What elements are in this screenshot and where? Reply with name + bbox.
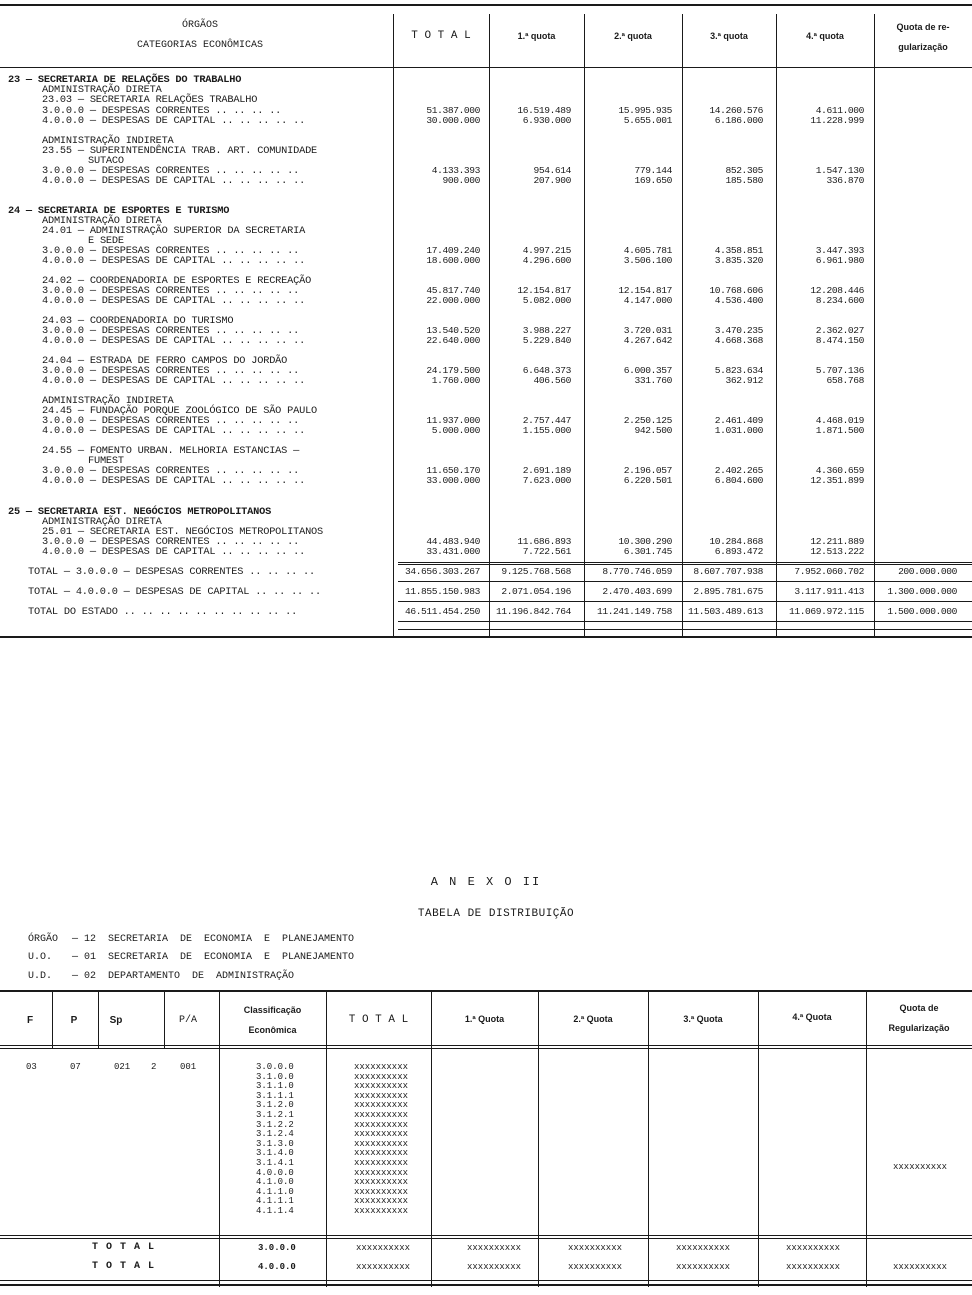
classification-code: 3.1.2.4: [256, 1129, 294, 1140]
annex-uo-value: — 01 SECRETARIA DE ECONOMIA E PLANEJAMENTO: [72, 952, 355, 963]
t2-cell-sp: 021: [114, 1062, 131, 1072]
budget-section-label: FUMEST: [88, 455, 124, 467]
budget-value-cell: 2.470.403.699: [602, 586, 672, 597]
budget-value-cell: 30.000.000: [426, 115, 480, 126]
budget-value-cell: 331.760: [634, 375, 672, 386]
budget-value-cell: 46.511.454.250: [404, 606, 480, 617]
t2-header-total: T O T A L: [348, 1014, 409, 1026]
total-placeholder-cell: xxxxxxxxxx: [356, 1262, 411, 1272]
budget-row-label: 3.0.0.0 — DESPESAS CORRENTES .. .. .. .. ..: [42, 245, 300, 257]
budget-section-label: 23.55 — SUPERINTENDÊNCIA TRAB. ART. COMUNIDADE: [42, 145, 318, 157]
budget-value-cell: 4.360.659: [815, 465, 864, 476]
budget-value-cell: 1.300.000.000: [887, 586, 957, 597]
budget-value-cell: 22.640.000: [426, 335, 480, 346]
budget-row-label: 3.0.0.0 — DESPESAS CORRENTES .. .. .. .. ..: [42, 365, 300, 377]
budget-value-cell: 11.937.000: [426, 415, 480, 426]
total-placeholder-cell: xxxxxxxxxx: [676, 1262, 731, 1272]
total-placeholder-cell: xxxxxxxxxx: [354, 1158, 409, 1168]
budget-section-label: ADMINISTRAÇÃO DIRETA: [42, 516, 162, 528]
t2-header-q2: 2.ª Quota: [573, 1014, 613, 1024]
classification-code: 3.1.2.1: [256, 1110, 294, 1120]
classification-code: 4.1.1.4: [256, 1206, 294, 1216]
total-rule: [398, 629, 972, 630]
budget-value-cell: 406.560: [533, 375, 571, 386]
total-placeholder-cell: xxxxxxxxxx: [354, 1167, 409, 1178]
budget-value-cell: 5.082.000: [522, 295, 571, 306]
budget-value-cell: 8.607.707.938: [693, 566, 763, 577]
total-label: T O T A L: [92, 1242, 156, 1253]
budget-value-cell: 185.580: [725, 175, 763, 186]
t2-column-divider: [164, 992, 165, 1048]
annex-ud-value: — 02 DEPARTAMENTO DE ADMINISTRAÇÃO: [72, 971, 295, 982]
budget-row-label: 3.0.0.0 — DESPESAS CORRENTES .. .. .. .. ..: [42, 465, 300, 477]
budget-row-label: 3.0.0.0 — DESPESAS CORRENTES .. .. .. .. ..: [42, 285, 300, 297]
total-placeholder-cell: xxxxxxxxxx: [786, 1243, 841, 1253]
t2-header-q3: 3.ª Quota: [683, 1014, 723, 1024]
classification-code: 3.1.3.0: [256, 1138, 294, 1149]
t2-column-divider: [431, 992, 432, 1287]
budget-value-cell: 2.196.057: [623, 465, 672, 476]
t2-header-f: F: [26, 1015, 34, 1026]
budget-value-cell: 6.648.373: [522, 365, 571, 376]
header-q4: 4.ª quota: [806, 31, 844, 41]
budget-row-label: 4.0.0.0 — DESPESAS DE CAPITAL .. .. .. .. ..: [42, 255, 306, 267]
budget-value-cell: 11.069.972.115: [788, 606, 864, 617]
budget-section-label: 25.01 — SECRETARIA EST. NEGÓCIOS METROPOLITANOS: [42, 526, 324, 538]
budget-value-cell: 17.409.240: [426, 245, 480, 256]
header-orgaos: ÓRGÃOS: [181, 20, 218, 31]
budget-value-cell: 6.804.600: [714, 475, 763, 486]
annex-title: A N E X O II: [430, 875, 542, 889]
budget-value-cell: 12.154.817: [517, 285, 571, 296]
budget-value-cell: 4.536.400: [714, 295, 763, 306]
budget-value-cell: 1.760.000: [431, 375, 480, 386]
budget-row-label: 4.0.0.0 — DESPESAS DE CAPITAL .. .. .. .. ..: [42, 175, 306, 187]
table-bottom-rule: [0, 636, 972, 638]
total-placeholder-cell: xxxxxxxxxx: [354, 1081, 409, 1092]
budget-value-cell: 4.133.393: [431, 165, 480, 176]
budget-section-label: 24.01 — ADMINISTRAÇÃO SUPERIOR DA SECRETARIA: [42, 225, 306, 237]
budget-value-cell: 34.656.303.267: [404, 566, 480, 577]
t2-column-divider: [219, 992, 220, 1287]
t2-total-rule: [0, 1238, 972, 1239]
budget-value-cell: 10.284.868: [709, 536, 763, 547]
total-rule: [398, 581, 972, 582]
budget-value-cell: 5.655.001: [623, 115, 672, 126]
header-q2: 2.ª quota: [614, 31, 652, 41]
budget-value-cell: 9.125.768.568: [501, 566, 571, 577]
total-placeholder-cell: xxxxxxxxxx: [676, 1243, 731, 1253]
budget-value-cell: 33.000.000: [426, 475, 480, 486]
t2-column-divider: [326, 992, 327, 1287]
budget-value-cell: 1.031.000: [714, 425, 763, 436]
total-placeholder-cell: xxxxxxxxxx: [354, 1206, 409, 1216]
budget-value-cell: 8.770.746.059: [602, 566, 672, 577]
budget-value-cell: 1.871.500: [815, 425, 864, 436]
budget-row-label: TOTAL — 3.0.0.0 — DESPESAS CORRENTES .. .. .. ..: [28, 566, 315, 578]
budget-value-cell: 11.855.150.983: [404, 586, 480, 597]
budget-value-cell: 3.470.235: [714, 325, 763, 336]
budget-row-label: 4.0.0.0 — DESPESAS DE CAPITAL .. .. .. .. ..: [42, 335, 306, 347]
table2-header-rule: [0, 1045, 972, 1046]
budget-row-label: 4.0.0.0 — DESPESAS DE CAPITAL .. .. .. .. ..: [42, 295, 306, 307]
budget-row-label: 4.0.0.0 — DESPESAS DE CAPITAL .. .. .. .. ..: [42, 546, 306, 558]
t2-header-q1: 1.ª Quota: [464, 1014, 505, 1024]
t2-header-sp: Sp: [109, 1015, 123, 1026]
total-placeholder-cell: xxxxxxxxxx: [467, 1243, 522, 1253]
budget-value-cell: 658.768: [826, 375, 864, 386]
budget-value-cell: 6.186.000: [714, 115, 763, 126]
budget-value-cell: 12.211.889: [810, 536, 864, 547]
total-placeholder-cell: xxxxxxxxxx: [354, 1119, 409, 1130]
annex-orgao-key: ÓRGÃO: [28, 934, 59, 945]
header-quota-regularizacao-1: Quota de re-: [896, 22, 950, 32]
budget-value-cell: 169.650: [634, 175, 672, 186]
classification-code: 3.1.2.0: [256, 1100, 294, 1111]
budget-value-cell: 2.402.265: [714, 465, 763, 476]
total-placeholder-cell: xxxxxxxxxx: [786, 1262, 841, 1272]
budget-value-cell: 1.547.130: [815, 165, 864, 176]
header-quota-regularizacao-2: gularização: [898, 42, 948, 52]
budget-value-cell: 3.835.320: [714, 255, 763, 266]
table-top-rule: [0, 4, 972, 6]
budget-row-label: TOTAL DO ESTADO .. .. .. .. .. .. .. .. .. ..: [28, 606, 298, 618]
budget-value-cell: 900.000: [442, 175, 480, 186]
t2-column-divider: [758, 992, 759, 1287]
budget-value-cell: 5.229.840: [522, 335, 571, 346]
budget-section-label: ADMINISTRAÇÃO DIRETA: [42, 215, 162, 227]
total-label: T O T A L: [92, 1261, 156, 1272]
classification-code: 3.1.1.0: [256, 1081, 294, 1092]
budget-section-label: 24 — SECRETARIA DE ESPORTES E TURISMO: [8, 205, 230, 217]
budget-value-cell: 10.300.290: [618, 536, 672, 547]
t2-column-divider: [866, 992, 867, 1287]
budget-value-cell: 2.362.027: [815, 325, 864, 336]
total-rule: [398, 621, 972, 622]
budget-value-cell: 7.952.060.702: [794, 566, 864, 577]
total-placeholder-cell: xxxxxxxxxx: [354, 1196, 409, 1207]
total-placeholder-cell: xxxxxxxxxx: [467, 1262, 522, 1272]
budget-row-label: 3.0.0.0 — DESPESAS CORRENTES .. .. .. .. ..: [42, 536, 300, 548]
budget-value-cell: 852.305: [725, 165, 763, 176]
annex-subtitle: TABELA DE DISTRIBUIÇÃO: [417, 908, 575, 920]
budget-value-cell: 14.260.576: [709, 105, 763, 116]
budget-section-label: SUTACO: [88, 155, 124, 167]
budget-row-label: 4.0.0.0 — DESPESAS DE CAPITAL .. .. .. .. ..: [42, 425, 306, 437]
budget-value-cell: 362.912: [725, 375, 763, 386]
budget-row-label: 3.0.0.0 — DESPESAS CORRENTES .. .. .. .. ..: [42, 165, 300, 177]
t2-cell-p: 07: [70, 1062, 81, 1072]
budget-section-label: 24.55 — FOMENTO URBAN. MELHORIA ESTANCIAS —: [42, 445, 300, 457]
t2-column-divider: [98, 992, 99, 1048]
total-code: 4.0.0.0: [258, 1262, 296, 1272]
budget-value-cell: 7.722.561: [522, 546, 571, 557]
total-placeholder-cell: xxxxxxxxxx: [354, 1148, 409, 1159]
column-divider: [874, 14, 875, 636]
budget-value-cell: 11.686.893: [517, 536, 571, 547]
total-placeholder-cell: xxxxxxxxxx: [354, 1129, 409, 1140]
budget-section-label: ADMINISTRAÇÃO INDIRETA: [42, 135, 174, 147]
budget-value-cell: 2.895.781.675: [693, 586, 763, 597]
total-rule: [398, 562, 972, 563]
total-placeholder-cell: xxxxxxxxxx: [354, 1062, 409, 1072]
budget-value-cell: 2.691.189: [522, 465, 571, 476]
budget-value-cell: 5.707.136: [815, 365, 864, 376]
budget-section-label: 24.04 — ESTRADA DE FERRO CAMPOS DO JORDÃO: [42, 355, 288, 367]
budget-value-cell: 16.519.489: [517, 105, 571, 116]
t2-header-classificacao: Classificação: [243, 1005, 302, 1015]
classification-code: 3.0.0.0: [256, 1062, 294, 1072]
budget-row-label: TOTAL — 4.0.0.0 — DESPESAS DE CAPITAL .. .. .. ..: [28, 586, 321, 598]
budget-section-label: 24.45 — FUNDAÇÃO PORQUE ZOOLÓGICO DE SÃO PAULO: [42, 405, 318, 417]
budget-value-cell: 4.358.851: [714, 245, 763, 256]
t2-header-q4: 4.ª Quota: [792, 1012, 832, 1022]
budget-value-cell: 2.757.447: [522, 415, 571, 426]
budget-value-cell: 11.241.149.758: [596, 606, 672, 617]
budget-value-cell: 10.768.606: [709, 285, 763, 296]
annex-uo-key: U.O.: [28, 952, 53, 963]
budget-section-label: E SEDE: [88, 235, 124, 247]
header-categorias: CATEGORIAS ECONÔMICAS: [136, 40, 264, 51]
budget-row-label: 3.0.0.0 — DESPESAS CORRENTES .. .. .. .. ..: [42, 415, 300, 427]
total-placeholder-cell: xxxxxxxxxx: [354, 1110, 409, 1120]
annex-ud-key: U.D.: [28, 971, 53, 982]
budget-value-cell: 1.500.000.000: [887, 606, 957, 617]
budget-section-label: ADMINISTRAÇÃO DIRETA: [42, 84, 162, 96]
budget-value-cell: 11.503.489.613: [687, 606, 763, 617]
budget-value-cell: 24.179.500: [426, 365, 480, 376]
budget-value-cell: 18.600.000: [426, 255, 480, 266]
budget-section-label: 25 — SECRETARIA EST. NEGÓCIOS METROPOLITANOS: [8, 506, 272, 518]
budget-value-cell: 942.500: [634, 425, 672, 436]
budget-value-cell: 3.447.393: [815, 245, 864, 256]
budget-value-cell: 45.817.740: [426, 285, 480, 296]
classification-code: 3.1.0.0: [256, 1071, 294, 1082]
t2-total-rule: [0, 1235, 972, 1236]
budget-value-cell: 4.147.000: [623, 295, 672, 306]
budget-value-cell: 200.000.000: [898, 566, 957, 577]
t2-bottom-rule: [0, 1284, 972, 1286]
budget-row-label: 4.0.0.0 — DESPESAS DE CAPITAL .. .. .. .. ..: [42, 115, 306, 127]
budget-value-cell: 3.988.227: [522, 325, 571, 336]
budget-value-cell: 6.893.472: [714, 546, 763, 557]
budget-section-label: 24.02 — COORDENADORIA DE ESPORTES E RECREAÇÃO: [42, 275, 312, 287]
budget-value-cell: 4.468.019: [815, 415, 864, 426]
total-code: 3.0.0.0: [258, 1243, 296, 1253]
budget-value-cell: 15.995.935: [618, 105, 672, 116]
budget-value-cell: 12.154.817: [618, 285, 672, 296]
header-bottom-rule: [0, 67, 972, 68]
t2-column-divider: [538, 992, 539, 1287]
budget-value-cell: 954.614: [533, 165, 571, 176]
budget-row-label: 3.0.0.0 — DESPESAS CORRENTES .. .. .. ..: [42, 105, 282, 117]
budget-value-cell: 22.000.000: [426, 295, 480, 306]
header-q1: 1.ª quota: [517, 31, 556, 41]
budget-section-label: 24.03 — COORDENADORIA DO TURISMO: [42, 315, 234, 327]
budget-value-cell: 6.930.000: [522, 115, 571, 126]
t2-header-regularizacao: Regularização: [888, 1023, 950, 1033]
budget-value-cell: 3.117.911.413: [794, 586, 864, 597]
total-placeholder-cell: xxxxxxxxxx: [354, 1071, 409, 1082]
classification-code: 3.1.4.1: [256, 1158, 294, 1168]
budget-value-cell: 51.387.000: [426, 105, 480, 116]
t2-header-pa: P/A: [178, 1015, 197, 1026]
classification-code: 3.1.4.0: [256, 1148, 294, 1159]
budget-value-cell: 11.196.842.764: [495, 606, 571, 617]
budget-value-cell: 4.997.215: [522, 245, 571, 256]
total-placeholder-cell: xxxxxxxxxx: [354, 1090, 409, 1101]
table2-header-rule: [0, 1048, 972, 1049]
classification-code: 3.1.1.1: [256, 1090, 294, 1101]
budget-value-cell: 4.296.600: [522, 255, 571, 266]
budget-value-cell: 4.267.642: [623, 335, 672, 346]
budget-value-cell: 6.301.745: [623, 546, 672, 557]
total-placeholder-cell: xxxxxxxxxx: [893, 1262, 948, 1272]
budget-value-cell: 5.000.000: [431, 425, 480, 436]
budget-row-label: 3.0.0.0 — DESPESAS CORRENTES .. .. .. .. ..: [42, 325, 300, 337]
t2-column-divider: [648, 992, 649, 1287]
total-placeholder-cell: xxxxxxxxxx: [354, 1100, 409, 1111]
classification-code: 4.1.1.1: [256, 1196, 294, 1207]
classification-code: 3.1.2.2: [256, 1119, 294, 1130]
budget-value-cell: 6.000.357: [623, 365, 672, 376]
classification-code: 4.0.0.0: [256, 1167, 294, 1178]
total-placeholder-cell: xxxxxxxxxx: [568, 1262, 623, 1272]
budget-value-cell: 4.668.368: [714, 335, 763, 346]
budget-value-cell: 11.650.170: [426, 465, 480, 476]
total-placeholder-cell: xxxxxxxxxx: [354, 1177, 409, 1188]
budget-value-cell: 3.720.031: [623, 325, 672, 336]
budget-section-label: ADMINISTRAÇÃO INDIRETA: [42, 395, 174, 407]
t2-regularizacao-value: xxxxxxxxxx: [893, 1162, 948, 1172]
budget-value-cell: 44.483.940: [426, 536, 480, 547]
budget-value-cell: 5.823.634: [714, 365, 763, 376]
budget-value-cell: 4.611.000: [815, 105, 864, 116]
budget-value-cell: 12.208.446: [810, 285, 864, 296]
budget-value-cell: 8.234.600: [815, 295, 864, 306]
budget-value-cell: 11.228.999: [810, 115, 864, 126]
t2-header-quota-de: Quota de: [899, 1003, 939, 1013]
total-placeholder-cell: xxxxxxxxxx: [354, 1138, 409, 1149]
budget-row-label: 4.0.0.0 — DESPESAS DE CAPITAL .. .. .. .. ..: [42, 375, 306, 387]
t2-cell-pa: 001: [180, 1062, 197, 1072]
t2-header-economica: Econômica: [248, 1025, 297, 1035]
budget-value-cell: 33.431.000: [426, 546, 480, 557]
t2-cell-sp-digit: 2: [151, 1062, 157, 1072]
budget-value-cell: 336.870: [826, 175, 864, 186]
budget-value-cell: 2.250.125: [623, 415, 672, 426]
budget-value-cell: 779.144: [634, 165, 672, 176]
t2-column-divider: [52, 992, 53, 1048]
budget-value-cell: 6.961.980: [815, 255, 864, 266]
budget-value-cell: 12.351.899: [810, 475, 864, 486]
header-total: T O T A L: [411, 30, 471, 42]
budget-value-cell: 7.623.000: [522, 475, 571, 486]
t2-bottom-rule: [0, 1280, 972, 1281]
t2-header-p: P: [70, 1015, 78, 1026]
classification-code: 4.1.1.0: [256, 1186, 294, 1197]
budget-section-label: 23.03 — SECRETARIA RELAÇÕES TRABALHO: [42, 94, 258, 106]
budget-value-cell: 1.155.000: [522, 425, 571, 436]
budget-value-cell: 2.461.409: [714, 415, 763, 426]
total-rule: [398, 564, 972, 565]
budget-value-cell: 4.605.781: [623, 245, 672, 256]
total-rule: [398, 601, 972, 602]
budget-value-cell: 207.900: [533, 175, 571, 186]
budget-section-label: 23 — SECRETARIA DE RELAÇÕES DO TRABALHO: [8, 74, 242, 86]
budget-row-label: 4.0.0.0 — DESPESAS DE CAPITAL .. .. .. .. ..: [42, 475, 306, 487]
t2-cell-f: 03: [26, 1062, 37, 1072]
budget-value-cell: 8.474.150: [815, 335, 864, 346]
total-placeholder-cell: xxxxxxxxxx: [356, 1243, 411, 1253]
budget-value-cell: 6.220.501: [623, 475, 672, 486]
classification-code: 4.1.0.0: [256, 1177, 294, 1188]
annex-orgao-value: — 12 SECRETARIA DE ECONOMIA E PLANEJAMENTO: [72, 934, 355, 945]
budget-value-cell: 3.506.100: [623, 255, 672, 266]
header-q3: 3.ª quota: [710, 31, 748, 41]
budget-value-cell: 12.513.222: [810, 546, 864, 557]
budget-value-cell: 2.071.054.196: [501, 586, 571, 597]
total-placeholder-cell: xxxxxxxxxx: [568, 1243, 623, 1253]
total-placeholder-cell: xxxxxxxxxx: [354, 1186, 409, 1197]
table2-top-rule: [0, 990, 972, 992]
budget-value-cell: 13.540.520: [426, 325, 480, 336]
